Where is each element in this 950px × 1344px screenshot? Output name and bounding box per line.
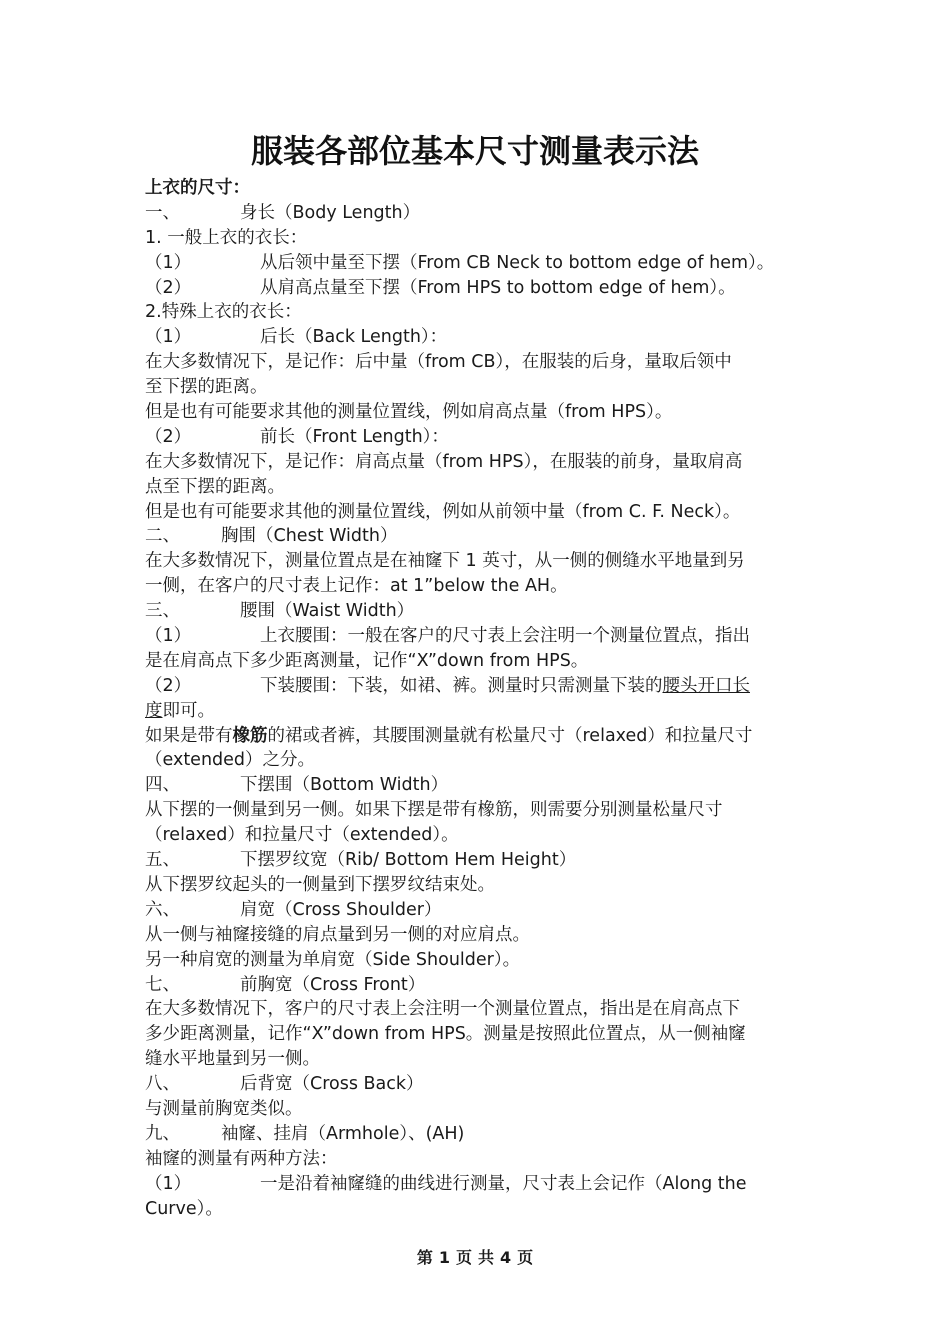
item-heading: 下摆围（Bottom Width） [240, 775, 449, 796]
item-armhole [145, 1122, 810, 1147]
item-number: 六、 [145, 899, 180, 920]
sub-item-text: 从肩高点量至下摆（From HPS to bottom edge of hem）。 [260, 277, 736, 298]
text-line [145, 724, 810, 749]
page-title: 服装各部位基本尺寸测量表示法 [250, 132, 699, 170]
sub-item-number: （1） [145, 626, 192, 647]
text-line [145, 699, 810, 724]
item-heading: 腰围（Waist Width） [240, 601, 415, 622]
text-line: Curve）。 [145, 1198, 223, 1219]
item-heading: 后背宽（Cross Back） [240, 1074, 424, 1095]
document-body [145, 176, 810, 1221]
text-fragment: 的裙或者裤，其腰围测量就有松量尺寸（relaxed）和拉量尺寸 [267, 725, 753, 746]
sub-item-text: 前长（Front Length）： [260, 426, 449, 447]
text-fragment: 如果是带有 [145, 725, 233, 746]
item-number: 八、 [145, 1074, 180, 1095]
item-heading: 下摆罗纹宽（Rib/ Bottom Hem Height） [240, 850, 577, 871]
text-line: 缝水平地量到另一侧。 [145, 1049, 320, 1070]
text-line: （relaxed）和拉量尺寸（extended）。 [145, 825, 459, 846]
text-line: 在大多数情况下，客户的尺寸表上会注明一个测量位置点，指出是在肩高点下 [145, 999, 740, 1020]
text-line: 与测量前胸宽类似。 [145, 1098, 303, 1119]
text-line: 从下摆的一侧量到另一侧。如果下摆是带有橡筋，则需要分别测量松量尺寸 [145, 800, 723, 821]
footer-word: 页 [517, 1248, 534, 1267]
item-number: 九、 [145, 1123, 180, 1144]
item-number: 四、 [145, 775, 180, 796]
item-heading: 袖窿、挂肩（Armhole）、(AH) [221, 1123, 465, 1144]
sub-item-text: 后长（Back Length）： [260, 327, 448, 348]
sub-item-number: （1） [145, 252, 192, 273]
text-line: 在大多数情况下，是记作：后中量（from CB），在服装的后身，量取后领中 [145, 352, 732, 373]
sub-item-text: 下装腰围：下装，如裙、裤。测量时只需测量下装的 [260, 675, 663, 696]
item-body-length [145, 201, 810, 226]
text-line: 袖窿的测量有两种方法： [145, 1148, 338, 1169]
sub-item-number: （1） [145, 1173, 192, 1194]
bold-term: 橡筋 [232, 725, 268, 746]
sub-item-number: （2） [145, 675, 192, 696]
underlined-term: 度 [145, 700, 163, 721]
text-line: 多少距离测量，记作“X”down from HPS。测量是按照此位置点，从一侧袖窿 [145, 1024, 746, 1045]
item-cross-front [145, 973, 810, 998]
text-line: 但是也有可能要求其他的测量位置线，例如从前领中量（from C. F. Neck）。 [145, 501, 741, 522]
text-line: 点至下摆的距离。 [145, 476, 285, 497]
sub-item [145, 325, 810, 350]
text-line: 2.特殊上衣的衣长： [145, 302, 302, 323]
sub-item-text: 从后领中量至下摆（From CB Neck to bottom edge of hem）。 [260, 252, 775, 273]
text-line: 在大多数情况下，是记作：肩高点量（from HPS），在服装的前身，量取肩高 [145, 451, 743, 472]
page-footer [0, 1246, 950, 1270]
sub-item-text: 一是沿着袖窿缝的曲线进行测量，尺寸表上会记作（Along the [260, 1173, 747, 1194]
page-number: 1 [438, 1248, 450, 1267]
text-line: 在大多数情况下，测量位置点是在袖窿下 1 英寸，从一侧的侧缝水平地量到另 [145, 551, 745, 572]
footer-word: 第 [416, 1248, 433, 1267]
item-heading: 身长（Body Length） [240, 202, 421, 223]
text-line: 从一侧与袖窿接缝的肩点量到另一侧的对应肩点。 [145, 924, 530, 945]
item-waist-width [145, 599, 810, 624]
item-number: 七、 [145, 974, 180, 995]
item-number: 二、 [145, 526, 180, 547]
sub-item-number: （2） [145, 426, 192, 447]
sub-item-text: 上衣腰围：一般在客户的尺寸表上会注明一个测量位置点，指出 [260, 626, 750, 647]
sub-item-number: （2） [145, 277, 192, 298]
item-number: 三、 [145, 601, 180, 622]
text-line: （extended）之分。 [145, 750, 316, 771]
sub-item [145, 276, 810, 301]
text-line: 但是也有可能要求其他的测量位置线，例如肩高点量（from HPS）。 [145, 402, 673, 423]
item-heading: 前胸宽（Cross Front） [240, 974, 426, 995]
text-line: 另一种肩宽的测量为单肩宽（Side Shoulder）。 [145, 949, 521, 970]
item-number: 五、 [145, 850, 180, 871]
text-line: 至下摆的距离。 [145, 377, 268, 398]
sub-item [145, 251, 810, 276]
item-cross-back [145, 1072, 810, 1097]
section-heading: 上衣的尺寸： [145, 178, 250, 198]
text-fragment: 即可。 [162, 700, 215, 721]
item-number: 一、 [145, 202, 180, 223]
sub-item [145, 1172, 810, 1197]
text-line: 是在肩高点下多少距离测量，记作“X”down from HPS。 [145, 650, 589, 671]
item-chest-width [145, 524, 810, 549]
text-line: 一侧，在客户的尺寸表上记作：at 1”below the AH。 [145, 576, 568, 597]
item-heading: 胸围（Chest Width） [221, 526, 398, 547]
text-line: 1. 一般上衣的衣长： [145, 227, 308, 248]
item-rib-height [145, 848, 810, 873]
item-cross-shoulder [145, 898, 810, 923]
sub-item [145, 425, 810, 450]
text-line: 从下摆罗纹起头的一侧量到下摆罗纹结束处。 [145, 874, 495, 895]
sub-item [145, 624, 810, 649]
footer-word: 共 [478, 1248, 495, 1267]
item-bottom-width [145, 773, 810, 798]
sub-item [145, 674, 810, 699]
footer-word: 页 [455, 1248, 472, 1267]
sub-item-number: （1） [145, 327, 192, 348]
item-heading: 肩宽（Cross Shoulder） [240, 899, 442, 920]
total-pages: 4 [500, 1248, 512, 1267]
underlined-term: 腰头开口长 [662, 675, 750, 696]
